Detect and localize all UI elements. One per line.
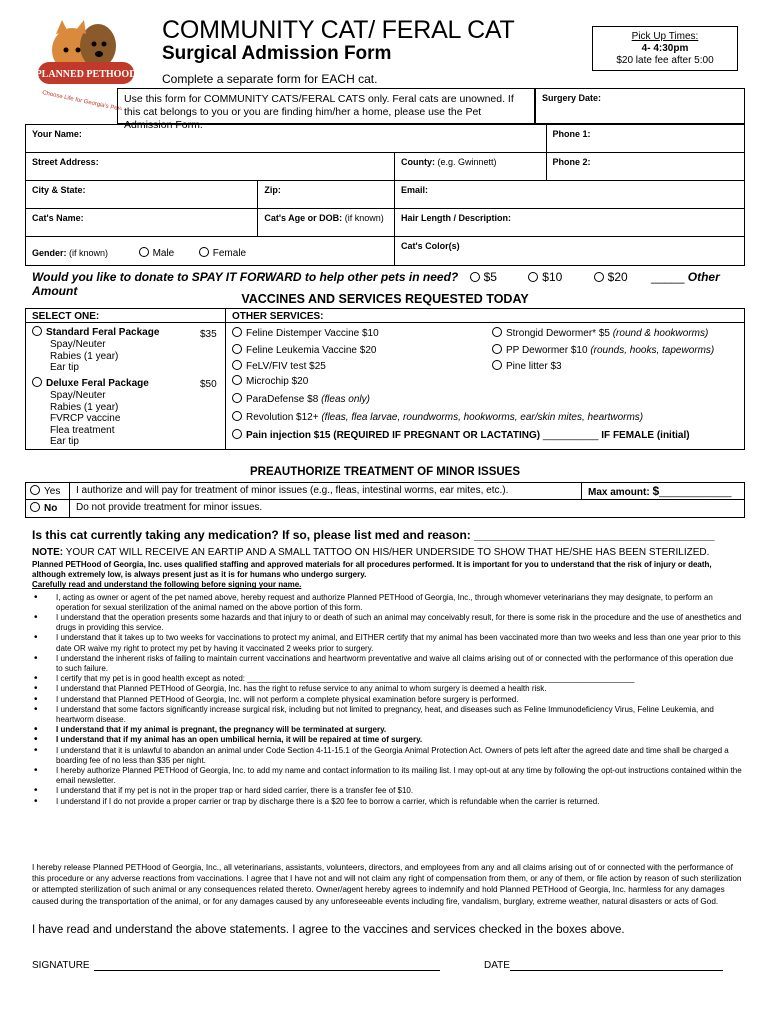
- microchip-label: Microchip $20: [246, 376, 309, 387]
- standard-radio[interactable]: [32, 326, 42, 336]
- standard-label: Standard Feral Package: [46, 327, 160, 338]
- donate-20-label: $20: [607, 270, 628, 284]
- strongid-note: (round & hookworms): [612, 328, 709, 339]
- each-cat-instruction: Complete a separate form for EACH cat.: [162, 72, 378, 86]
- donate-other-blank[interactable]: _____: [651, 270, 685, 284]
- donate-other-label: Other Amount: [32, 270, 720, 298]
- legal-bullet: • I certify that my pet is in good health except as noted: _______________________________________________________________________________________: [32, 674, 742, 684]
- packages-column: [26, 309, 226, 449]
- donate-option-10[interactable]: [528, 270, 562, 284]
- distemper-label: Feline Distemper Vaccine $10: [246, 328, 379, 339]
- svg-text:Choose Life for Georgia's Pets: Choose Life for Georgia's Pets: [41, 90, 123, 110]
- leukemia-label: Feline Leukemia Vaccine $20: [246, 345, 377, 356]
- donate-10-radio[interactable]: [528, 272, 538, 282]
- paradefense-label: ParaDefense $8: [246, 394, 319, 405]
- donate-question: Would you like to donate to SPAY IT FORWARD to help other pets in need?: [32, 270, 459, 284]
- legal-read-notice: Carefully read and understand the following before signing your name.: [32, 580, 302, 590]
- deluxe-label: Deluxe Feral Package: [46, 378, 149, 389]
- deluxe-items: [50, 390, 120, 448]
- date-line[interactable]: [510, 970, 723, 971]
- preauth-no-text: Do not provide treatment for minor issues.: [76, 502, 263, 513]
- pain-female-label: IF FEMALE (initial): [601, 430, 690, 441]
- distemper-radio[interactable]: [232, 327, 242, 337]
- paradefense-note: (fleas only): [321, 394, 370, 405]
- pp-label: PP Dewormer $10: [506, 345, 588, 356]
- female-radio[interactable]: [199, 247, 209, 257]
- colors-field[interactable]: [395, 237, 744, 265]
- legal-bullet: • I understand that it takes up to two weeks for vaccinations to protect my animal, and EITHER certify that my animal has been vaccinated more than two weeks and less than one year prior to this date OR waive my right to protect my pet by having it vaccinated 2 weeks prior to surgery.: [32, 633, 742, 653]
- strongid-radio[interactable]: [492, 327, 502, 337]
- medication-question[interactable]: Is this cat currently taking any medication? If so, please list med and reason: ____________________________________: [32, 528, 715, 542]
- email-label: Email:: [401, 185, 429, 195]
- leukemia-radio[interactable]: [232, 344, 242, 354]
- legal-bullet: • I, acting as owner or agent of the pet named above, hereby request and authorize Planned PETHood of Georgia, Inc., through whomever veterinarians they may designate, to perform an operation for sexual sterilization of the animal named on the above portion of this form.: [32, 593, 742, 613]
- cat-age-field[interactable]: [258, 209, 395, 236]
- email-field[interactable]: [395, 181, 744, 208]
- microchip-radio[interactable]: [232, 375, 242, 385]
- max-amount-label: Max amount:: [588, 487, 650, 498]
- legal-bullets: [32, 593, 742, 807]
- service-pain-injection[interactable]: [232, 429, 690, 441]
- male-label: Male: [152, 248, 175, 259]
- agreement-statement: I have read and understand the above statements. I agree to the vaccines and services checked in the boxes above.: [32, 924, 625, 936]
- preauth-yes-radio[interactable]: [30, 485, 40, 495]
- other-services-label: OTHER SERVICES:: [226, 309, 744, 323]
- gender-hint: (if known): [69, 248, 109, 258]
- phone1-field[interactable]: [547, 125, 744, 152]
- release-paragraph: I hereby release Planned PETHood of Georgia, Inc., all veterinarians, assistants, volunteers, directors, and employees from any and all claims arising out of or connected with the performance of this procedure or any adverse reactions from vaccinations. I agree that I have not and will not claim any right of compensation from them, or any of them, or file action by reason of such sterilization or attempted sterilization of such animal or any consequences related thereto. Owner/agent hereby agrees to indemnify and hold Planned PETHood of Georgia, Inc. harmless for any damages caused during the transportation of the animal, or for any damages caused by any unforeseeable events including fire, vandalism, burglary, extreme weather, natural disasters or acts of God.: [32, 863, 742, 906]
- county-hint: (e.g. Gwinnett): [437, 157, 497, 167]
- cat-age-label: Cat's Age or DOB:: [264, 213, 343, 223]
- legal-bullet: • I understand that the operation presents some hazards and that injury to or death of such an animal may conceivably result, for there is some risk in the procedure and the use of anesthetics and drugs in providing this service.: [32, 613, 742, 633]
- donate-20-radio[interactable]: [594, 272, 604, 282]
- standard-item: Ear tip: [50, 362, 79, 373]
- hair-field[interactable]: [395, 209, 744, 236]
- gender-male-option[interactable]: [139, 248, 175, 258]
- pain-initial-blank[interactable]: __________: [542, 430, 599, 441]
- pp-radio[interactable]: [492, 344, 502, 354]
- legal-bullet: • I understand if I do not provide a proper carrier or trap by discharge there is a $20 fee to borrow a carrier, which is refundable when the carrier is returned.: [32, 797, 742, 807]
- services-box: [25, 308, 745, 450]
- revolution-radio[interactable]: [232, 411, 242, 421]
- legal-bullet: • I understand that Planned PETHood of Georgia, Inc. has the right to refuse service to any animal to whom surgery is deemed a health risk.: [32, 684, 742, 694]
- gender-field: [26, 237, 395, 265]
- revolution-label: Revolution $12+: [246, 412, 319, 423]
- deluxe-item: Spay/Neuter: [50, 390, 106, 401]
- form-title: COMMUNITY CAT/ FERAL CAT: [162, 16, 515, 44]
- paradefense-radio[interactable]: [232, 393, 242, 403]
- male-radio[interactable]: [139, 247, 149, 257]
- pickup-times-box: [592, 26, 738, 71]
- city-label: City & State:: [32, 185, 86, 195]
- legal-bullet: • I understand that some factors significantly increase surgical risk, including but not limited to pregnancy, heat, and diseases such as Feline Immunodeficiency Virus, Feline Leukemia, and heartworm disease.: [32, 705, 742, 725]
- other-services-column: [226, 309, 744, 449]
- select-one-label: SELECT ONE:: [26, 309, 225, 323]
- preauth-yes-option[interactable]: [26, 483, 70, 499]
- deluxe-item: Flea treatment: [50, 424, 115, 436]
- pine-label: Pine litter $3: [506, 361, 562, 372]
- pickup-label: Pick Up Times:: [631, 31, 699, 42]
- form-subtitle: Surgical Admission Form: [162, 43, 392, 64]
- note-label: NOTE:: [32, 547, 64, 558]
- max-amount-blank[interactable]: _____________: [659, 487, 732, 498]
- donate-10-label: $10: [542, 270, 563, 284]
- phone2-label: Phone 2:: [552, 157, 591, 167]
- surgery-date-field[interactable]: [535, 88, 745, 124]
- max-amount-field[interactable]: [582, 483, 744, 499]
- preauth-yes-text: I authorize and will pay for treatment of minor issues (e.g., fleas, intestinal worms, ear mites, etc.).: [70, 483, 582, 499]
- preauth-heading: PREAUTHORIZE TREATMENT OF MINOR ISSUES: [249, 466, 521, 478]
- legal-bullet: • I hereby authorize Planned PETHood of Georgia, Inc. to add my name and contact information to its mailing list. I may opt-out at any time by following the opt-out instructions contained within the email newsletter.: [32, 766, 742, 786]
- street-label: Street Address:: [32, 157, 99, 167]
- donate-option-5[interactable]: [470, 270, 497, 284]
- gender-female-option[interactable]: [199, 248, 246, 258]
- zip-label: Zip:: [264, 185, 281, 195]
- vaccines-heading: VACCINES AND SERVICES REQUESTED TODAY: [241, 292, 529, 306]
- hair-label: Hair Length / Description:: [401, 213, 512, 223]
- cat-name-field[interactable]: [26, 209, 258, 236]
- service-felv-fiv[interactable]: [232, 360, 326, 372]
- deluxe-item: FVRCP vaccine: [50, 413, 121, 424]
- preauth-no-option[interactable]: [26, 500, 70, 517]
- pickup-fee: $20 late fee after 5:00: [616, 55, 714, 66]
- legal-bullet: • I understand that if my pet is not in the proper trap or hard sided carrier, there is a transfer fee of $10.: [32, 786, 742, 796]
- preauth-box: [25, 482, 745, 518]
- pickup-time: 4- 4:30pm: [641, 43, 689, 54]
- legal-section: [32, 560, 742, 807]
- standard-package-option[interactable]: [32, 326, 159, 338]
- deluxe-price: $50: [200, 379, 217, 390]
- pain-radio[interactable]: [232, 429, 242, 439]
- your-name-label: Your Name:: [32, 129, 82, 139]
- cat-name-label: Cat's Name:: [32, 213, 84, 223]
- service-paradefense[interactable]: [232, 393, 370, 405]
- legal-bullet: • I understand that if my animal has an open umbilical hernia, it will be repaired at time of surgery.: [32, 735, 742, 745]
- strongid-label: Strongid Dewormer* $5: [506, 328, 610, 339]
- deluxe-item: Rabies (1 year): [50, 401, 119, 413]
- preauth-no-radio[interactable]: [30, 502, 40, 512]
- standard-items: [50, 339, 118, 374]
- street-field[interactable]: [26, 153, 395, 180]
- female-label: Female: [212, 248, 247, 259]
- county-field[interactable]: [395, 153, 547, 180]
- standard-item: Spay/Neuter: [50, 339, 106, 350]
- service-microchip[interactable]: [232, 375, 308, 387]
- date-label: DATE: [484, 960, 510, 971]
- signature-label: SIGNATURE: [32, 960, 90, 971]
- info-grid: [25, 124, 745, 266]
- svg-text:PLANNED PETHOOD: PLANNED PETHOOD: [35, 69, 137, 80]
- service-leukemia[interactable]: [232, 344, 376, 356]
- felv-radio[interactable]: [232, 360, 242, 370]
- gender-label: Gender:: [32, 248, 67, 258]
- legal-bullet: • I understand the inherent risks of failing to maintain current vaccinations and heartworm preventative and waive all claims arising out of or connected with the performance of this operation due to such failure.: [32, 654, 742, 674]
- donate-option-20[interactable]: [594, 270, 628, 284]
- standard-item: Rabies (1 year): [50, 350, 119, 362]
- signature-line[interactable]: [94, 970, 440, 971]
- note-text: YOUR CAT WILL RECEIVE AN EARTIP AND A SMALL TATTOO ON HIS/HER UNDERSIDE TO SHOW THAT HE/SHE HAS BEEN STERILIZED.: [65, 547, 710, 558]
- phone1-label: Phone 1:: [552, 129, 591, 139]
- preauth-yes-label: Yes: [44, 486, 61, 497]
- deluxe-package-option[interactable]: [32, 377, 149, 389]
- donate-5-radio[interactable]: [470, 272, 480, 282]
- max-dollar: $: [652, 484, 660, 498]
- phone2-field[interactable]: [547, 153, 744, 180]
- surgery-date-label: Surgery Date:: [542, 93, 602, 103]
- your-name-field[interactable]: [26, 125, 547, 152]
- revolution-note: (fleas, flea larvae, roundworms, hookworms, ear/skin mites, heartworms): [321, 412, 644, 423]
- city-field[interactable]: [26, 181, 258, 208]
- pain-label: Pain injection $15 (REQUIRED IF PREGNANT OR LACTATING): [246, 430, 541, 441]
- deluxe-radio[interactable]: [32, 377, 42, 387]
- pp-note: (rounds, hooks, tapeworms): [590, 345, 715, 356]
- service-pp-dewormer[interactable]: [492, 344, 714, 356]
- legal-bullet: • I understand that it is unlawful to abandon an animal under Code Section 4-11-15.1 of the Georgia Animal Protection Act. Owners of pets left after the agreed date and time shall be charged a boarding fee of no less than $35 per night.: [32, 746, 742, 766]
- cat-age-hint: (if known): [344, 213, 384, 223]
- county-label: County:: [400, 157, 435, 167]
- deluxe-item: Ear tip: [50, 436, 79, 447]
- preauth-no-label: No: [44, 503, 58, 514]
- service-revolution[interactable]: [232, 411, 643, 423]
- felv-label: FeLV/FIV test $25: [246, 361, 326, 372]
- donate-5-label: $5: [483, 270, 497, 284]
- standard-price: $35: [200, 329, 217, 340]
- legal-bullet: • I understand that if my animal is pregnant, the pregnancy will be terminated at surgery.: [32, 725, 742, 735]
- service-strongid[interactable]: [492, 327, 708, 339]
- service-distemper[interactable]: [232, 327, 379, 339]
- service-pine-litter[interactable]: [492, 360, 562, 372]
- eartip-note: [32, 547, 709, 558]
- feral-notice: Use this form for COMMUNITY CATS/FERAL CATS only. Feral cats are unowned. If this cat belongs to you or you are finding him/her a home, please use the Pet Admission Form.: [117, 88, 535, 124]
- pine-radio[interactable]: [492, 360, 502, 370]
- legal-bullet: • I understand that Planned PETHood of Georgia, Inc. will not perform a complete physical examination before surgery is performed.: [32, 695, 742, 705]
- colors-label: Cat's Color(s): [400, 241, 460, 251]
- zip-field[interactable]: [258, 181, 395, 208]
- legal-intro: Planned PETHood of Georgia, Inc. uses qualified staffing and approved materials for all procedures performed. It is important for you to understand that the risk of injury or death, although extremely low, is always present just as it is for humans who undergo surgery.: [32, 560, 712, 580]
